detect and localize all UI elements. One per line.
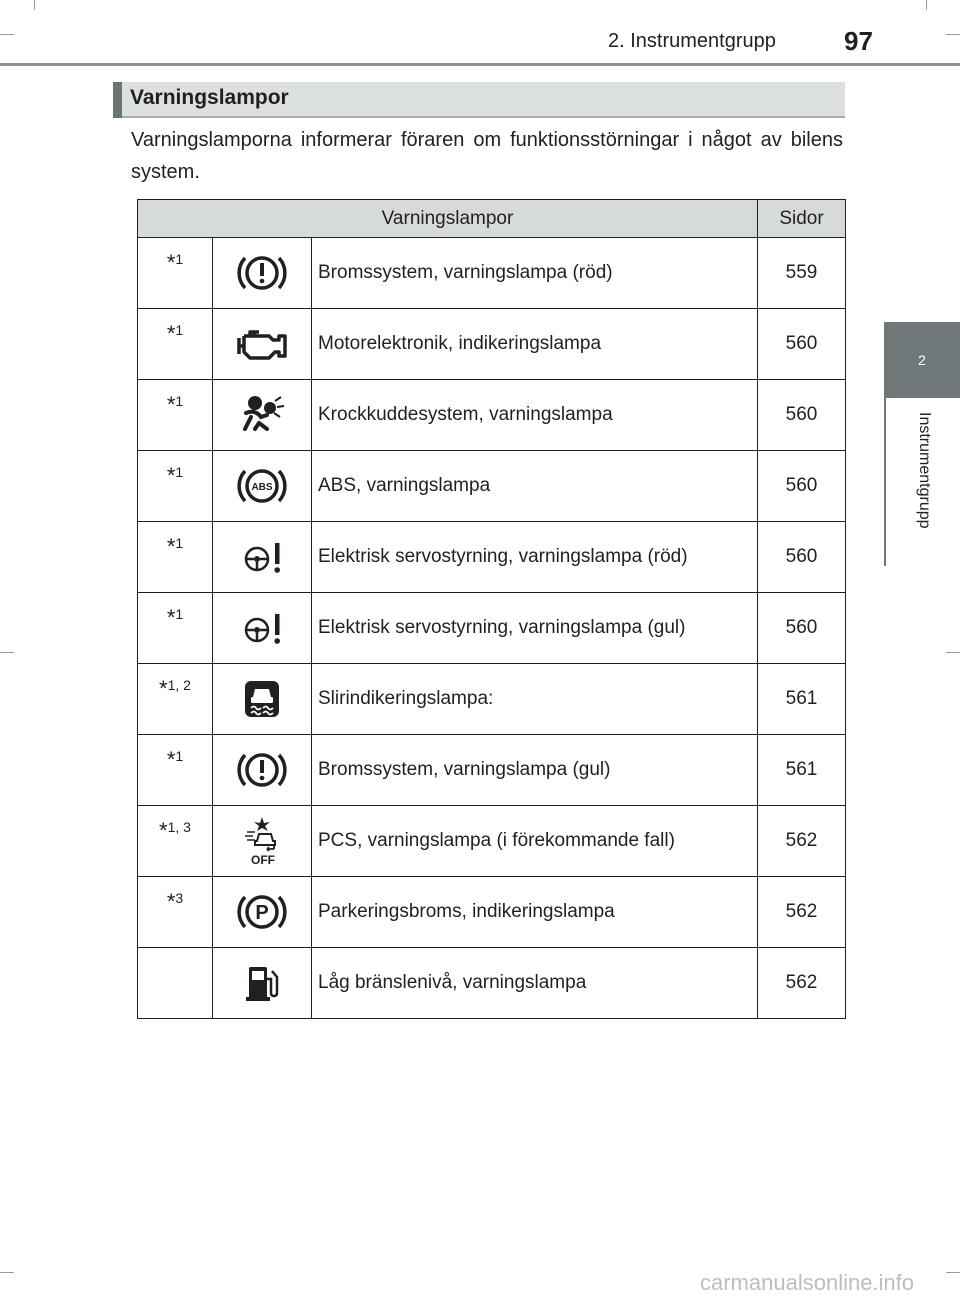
asterisk: * bbox=[166, 605, 176, 630]
asterisk: * bbox=[166, 463, 176, 488]
parking-brake-icon bbox=[237, 890, 287, 934]
description-cell: PCS, varningslampa (i förekommande fall) bbox=[312, 806, 758, 877]
crop-mark bbox=[926, 0, 927, 10]
table-header-row bbox=[138, 200, 846, 238]
page-ref-cell[interactable]: 559 bbox=[758, 238, 846, 309]
icon-cell bbox=[213, 380, 312, 451]
description-cell: Elektrisk servostyrning, varningslampa (röd) bbox=[312, 522, 758, 593]
warning-lights-table bbox=[137, 199, 846, 1019]
footnote-ref: 1 bbox=[175, 748, 184, 764]
brake-warning-icon bbox=[237, 748, 287, 792]
table-row bbox=[138, 877, 846, 948]
asterisk: * bbox=[159, 818, 168, 843]
section-title: Varningslampor bbox=[130, 86, 289, 109]
footnote-ref: 1 bbox=[175, 251, 184, 267]
footnote-ref: 1, 2 bbox=[167, 677, 191, 693]
footnote-cell bbox=[138, 238, 213, 309]
crop-mark bbox=[0, 1272, 14, 1273]
footnote-cell bbox=[138, 451, 213, 522]
crop-mark bbox=[946, 34, 960, 35]
brake-warning-icon bbox=[237, 251, 287, 295]
page-ref-cell[interactable]: 562 bbox=[758, 948, 846, 1019]
description-cell: Bromssystem, varningslampa (röd) bbox=[312, 238, 758, 309]
description-cell: Elektrisk servostyrning, varningslampa (gul) bbox=[312, 593, 758, 664]
footnote-ref: 3 bbox=[175, 890, 184, 906]
pcs-off-icon bbox=[237, 815, 287, 867]
page-ref-cell[interactable]: 562 bbox=[758, 806, 846, 877]
icon-cell bbox=[213, 948, 312, 1019]
chapter-tab-label: Instrumentgrupp bbox=[916, 412, 933, 529]
table-row bbox=[138, 309, 846, 380]
power-steering-icon bbox=[237, 608, 287, 648]
abs-icon bbox=[237, 464, 287, 508]
power-steering-icon bbox=[237, 537, 287, 577]
page-ref-cell[interactable]: 560 bbox=[758, 380, 846, 451]
section-heading bbox=[113, 82, 845, 118]
asterisk: * bbox=[159, 676, 168, 701]
icon-cell bbox=[213, 593, 312, 664]
page-number: 97 bbox=[844, 26, 873, 56]
crop-mark bbox=[946, 652, 960, 653]
footnote-ref: 1, 3 bbox=[167, 819, 191, 835]
slip-indicator-icon bbox=[240, 677, 284, 721]
chapter-tab-number: 2 bbox=[918, 352, 926, 368]
asterisk: * bbox=[166, 889, 176, 914]
description-cell: Slirindikeringslampa: bbox=[312, 664, 758, 735]
asterisk: * bbox=[166, 534, 176, 559]
page-ref-cell[interactable]: 560 bbox=[758, 451, 846, 522]
abs-icon-text: ABS bbox=[251, 482, 273, 493]
footnote-cell bbox=[138, 735, 213, 806]
footnote-ref: 1 bbox=[175, 464, 184, 480]
icon-cell bbox=[213, 451, 312, 522]
footnote-cell bbox=[138, 948, 213, 1019]
table-row bbox=[138, 380, 846, 451]
engine-icon bbox=[235, 324, 289, 364]
footnote-cell bbox=[138, 806, 213, 877]
asterisk: * bbox=[166, 747, 176, 772]
footnote-ref: 1 bbox=[175, 606, 184, 622]
parking-brake-icon-text: P bbox=[255, 902, 269, 924]
pcs-off-icon-text: OFF bbox=[251, 853, 275, 867]
footnote-cell bbox=[138, 309, 213, 380]
icon-cell bbox=[213, 735, 312, 806]
table-row bbox=[138, 806, 846, 877]
crop-mark bbox=[34, 0, 35, 10]
table-row bbox=[138, 948, 846, 1019]
asterisk: * bbox=[166, 250, 176, 275]
chapter-title: 2. Instrumentgrupp bbox=[608, 30, 776, 52]
icon-cell bbox=[213, 806, 312, 877]
footnote-ref: 1 bbox=[175, 393, 184, 409]
table-row bbox=[138, 593, 846, 664]
description-cell: Bromssystem, varningslampa (gul) bbox=[312, 735, 758, 806]
page-ref-cell[interactable]: 561 bbox=[758, 664, 846, 735]
fuel-icon bbox=[240, 961, 284, 1005]
description-cell: ABS, varningslampa bbox=[312, 451, 758, 522]
footnote-cell bbox=[138, 664, 213, 735]
chapter-tab-label-box bbox=[884, 398, 960, 566]
page-ref-cell[interactable]: 560 bbox=[758, 309, 846, 380]
icon-cell bbox=[213, 877, 312, 948]
page-ref-cell[interactable]: 561 bbox=[758, 735, 846, 806]
footnote-cell bbox=[138, 877, 213, 948]
footnote-ref: 1 bbox=[175, 322, 184, 338]
asterisk: * bbox=[166, 321, 176, 346]
table-row bbox=[138, 451, 846, 522]
footnote-cell bbox=[138, 380, 213, 451]
page-ref-cell[interactable]: 560 bbox=[758, 593, 846, 664]
icon-cell bbox=[213, 664, 312, 735]
section-heading-bar bbox=[113, 82, 122, 118]
airbag-icon bbox=[237, 393, 287, 437]
table-row bbox=[138, 664, 846, 735]
page-ref-cell[interactable]: 562 bbox=[758, 877, 846, 948]
column-header-pages: Sidor bbox=[758, 200, 846, 238]
description-cell: Parkeringsbroms, indikeringslampa bbox=[312, 877, 758, 948]
column-header-lights: Varningslampor bbox=[138, 200, 758, 238]
header-rule bbox=[0, 63, 960, 66]
description-cell: Låg bränslenivå, varningslampa bbox=[312, 948, 758, 1019]
crop-mark bbox=[946, 1272, 960, 1273]
description-cell: Motorelektronik, indikeringslampa bbox=[312, 309, 758, 380]
footnote-ref: 1 bbox=[175, 535, 184, 551]
table-row bbox=[138, 238, 846, 309]
chapter-tab[interactable] bbox=[884, 322, 960, 398]
footnote-cell bbox=[138, 522, 213, 593]
description-cell: Krockkuddesystem, varningslampa bbox=[312, 380, 758, 451]
asterisk: * bbox=[166, 392, 176, 417]
icon-cell bbox=[213, 309, 312, 380]
page-ref-cell[interactable]: 560 bbox=[758, 522, 846, 593]
footnote-cell bbox=[138, 593, 213, 664]
crop-mark bbox=[0, 652, 14, 653]
icon-cell bbox=[213, 522, 312, 593]
table-row bbox=[138, 522, 846, 593]
icon-cell bbox=[213, 238, 312, 309]
table-row bbox=[138, 735, 846, 806]
intro-paragraph: Varningslamporna informerar föraren om funktionsstörningar i något av bilens system. bbox=[131, 129, 843, 183]
crop-mark bbox=[0, 34, 14, 35]
watermark: carmanualsonline.info bbox=[700, 1270, 915, 1295]
